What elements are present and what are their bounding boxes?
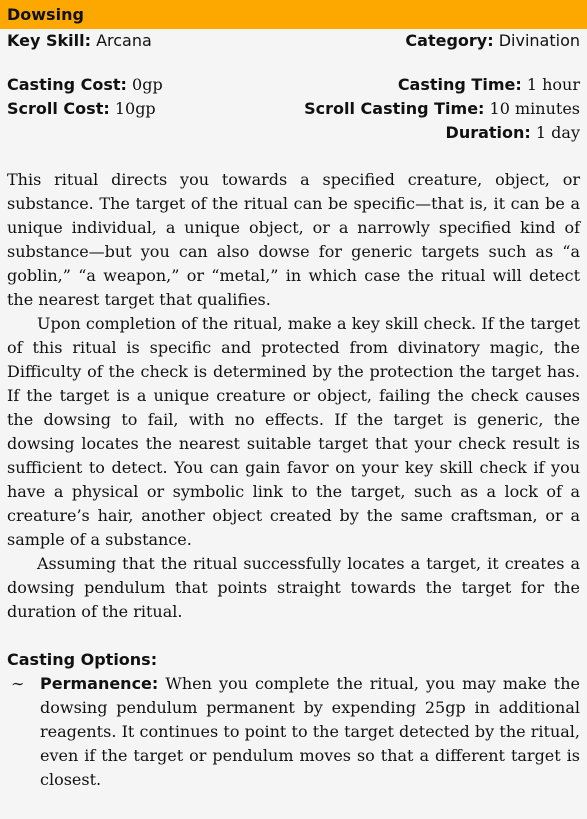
casting-time [398,73,580,97]
casting-options-heading: Casting Options: [7,650,158,669]
description-paragraph: This ritual directs you towards a specified creature, object, or substance. The target of the ritual can be specific—that is, it can be a unique individual, a unique object, or a narrowly specified kind of substance—but you can also dowse for generic targets such as “a goblin,” “a weapon,” or “metal,” in which case the ritual will detect the nearest target that qualifies. [7,170,580,309]
casting-option-description: When you complete the ritual, you may make the dowsing pendulum permanent by expending 25gp in additional reagents. It continues to point to the target detected by the ritual, even if the target or pendulum moves so that a different target is closest. [40,674,580,789]
ritual-title: Dowsing [0,0,587,29]
key-skill-value: Arcana [96,31,152,50]
key-skill-label: Key Skill: [7,31,91,50]
casting-cost-label: Casting Cost: [7,75,127,94]
key-skill [7,29,152,53]
casting-option-text [40,672,580,792]
casting-time-label: Casting Time: [397,75,522,94]
tilde-bullet-icon: ∼ [11,674,25,693]
casting-cost-value: 0gp [132,75,163,94]
category [405,29,580,53]
duration-row [0,121,587,145]
scroll-casting-time [304,97,580,121]
scroll-cost [7,97,156,121]
spacer [0,145,587,168]
description-paragraph: Assuming that the ritual successfully locates a target, it creates a dowsing pendulum that points straight towards the target for the duration of the ritual. [7,554,580,621]
casting-option-item [0,672,587,792]
casting-option-name: Permanence: [40,674,159,693]
casting-cost [7,73,163,97]
scroll-row [0,97,587,121]
ritual-description [0,168,587,624]
description-paragraph: Upon completion of the ritual, make a key skill check. If the target of this ritual is specific and protected from divinatory magic, the Difficulty of the check is determined by the protection the target has. If the target is a unique creature or object, failing the check causes the dowsing to fail, with no effects. If the target is generic, the dowsing locates the nearest suitable target that your check result is sufficient to detect. You can gain favor on your key skill check if you have a physical or symbolic link to the target, such as a lock of a creature’s hair, another object created by the same craftsman, or a sample of a substance. [7,314,580,549]
scroll-casting-time-label: Scroll Casting Time: [304,99,485,118]
spacer [0,53,587,73]
duration [446,121,580,145]
skill-category-row [0,29,587,53]
casting-time-value: 1 hour [526,75,580,94]
category-value: Divination [498,31,580,50]
category-label: Category: [405,31,494,50]
duration-value: 1 day [535,123,580,142]
scroll-casting-time-value: 10 minutes [489,99,580,118]
duration-label: Duration: [445,123,531,142]
scroll-cost-label: Scroll Cost: [7,99,110,118]
cost-time-row [0,73,587,97]
scroll-cost-value: 10gp [114,99,156,118]
